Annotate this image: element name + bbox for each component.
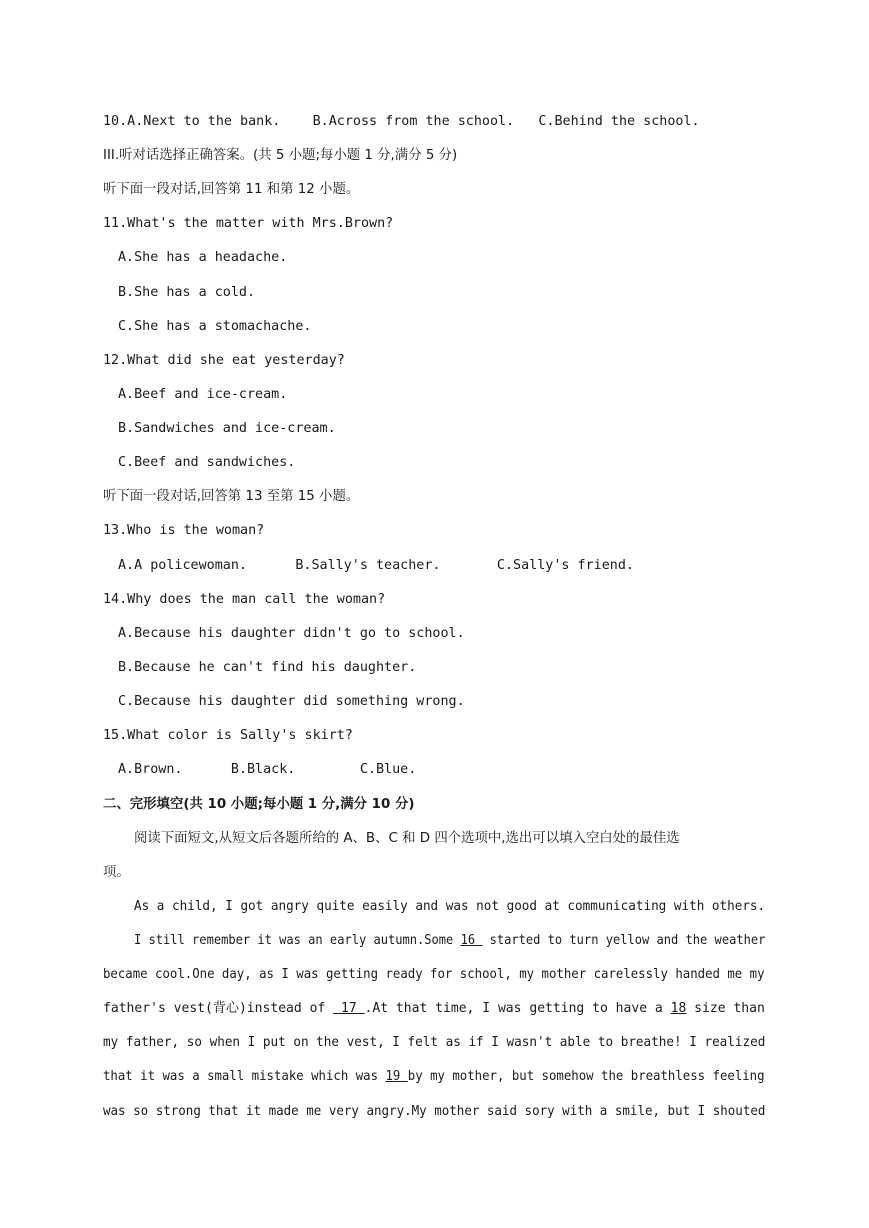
blank-16: 16 xyxy=(460,933,483,948)
cloze-instruction-line-2: 项。 xyxy=(103,865,130,880)
passage-text: size than xyxy=(686,1001,765,1016)
passage-line-5: my father, so when I put on the vest, I felt as if I wasn't able to breathe! I realized xyxy=(103,1035,766,1050)
blank-18: 18 xyxy=(670,1001,687,1016)
passage-text: by my mother, but somehow the breathless feeling xyxy=(407,1069,765,1084)
question-14-option-b: B.Because he can't find his daughter. xyxy=(118,660,417,675)
passage-line-4 xyxy=(103,999,765,1019)
section-3-title: III.听对话选择正确答案。(共 5 小题;每小题 1 分,满分 5 分) xyxy=(103,148,458,163)
passage-line-1: As a child, I got angry quite easily and was not good at communicating with others. xyxy=(134,899,766,914)
question-13-stem: 13.Who is the woman? xyxy=(103,523,265,538)
question-14-stem: 14.Why does the man call the woman? xyxy=(103,592,386,607)
question-10: 10.A.Next to the bank. B.Across from the school. C.Behind the school. xyxy=(103,114,700,129)
passage-text: I still remember it was an early autumn.Some xyxy=(134,933,461,948)
cloze-section-title: 二、完形填空(共 10 小题;每小题 1 分,满分 10 分) xyxy=(103,797,415,812)
passage-text: that it was a small mistake which was xyxy=(103,1069,386,1084)
blank-19: 19 xyxy=(385,1069,408,1084)
question-14-option-a: A.Because his daughter didn't go to school. xyxy=(118,626,465,641)
cloze-instruction-line-1: 阅读下面短文,从短文后各题所给的 A、B、C 和 D 四个选项中,选出可以填入空白处的最佳选 xyxy=(134,831,680,846)
question-11-option-c: C.She has a stomachache. xyxy=(118,319,312,334)
passage-line-6 xyxy=(103,1067,765,1087)
dialog-1-intro: 听下面一段对话,回答第 11 和第 12 小题。 xyxy=(103,182,360,197)
question-11-option-b: B.She has a cold. xyxy=(118,285,256,300)
question-11-option-a: A.She has a headache. xyxy=(118,250,288,265)
blank-17: 17 xyxy=(333,1001,365,1016)
passage-text: .At that time, I was getting to have a xyxy=(364,1001,671,1016)
question-11-stem: 11.What's the matter with Mrs.Brown? xyxy=(103,216,394,231)
question-15-options: A.Brown. B.Black. C.Blue. xyxy=(118,762,417,777)
passage-text: started to turn yellow and the weather xyxy=(482,933,766,948)
dialog-2-intro: 听下面一段对话,回答第 13 至第 15 小题。 xyxy=(103,489,360,504)
question-12-option-c: C.Beef and sandwiches. xyxy=(118,455,296,470)
question-12-stem: 12.What did she eat yesterday? xyxy=(103,353,345,368)
question-13-options: A.A policewoman. B.Sally's teacher. C.Sally's friend. xyxy=(118,558,634,573)
passage-text: father's vest(背心)instead of xyxy=(103,1001,334,1016)
passage-line-2 xyxy=(134,931,766,951)
passage-line-7: was so strong that it made me very angry.My mother said sory with a smile, but I shouted xyxy=(103,1104,766,1119)
question-12-option-a: A.Beef and ice-cream. xyxy=(118,387,288,402)
question-14-option-c: C.Because his daughter did something wrong. xyxy=(118,694,465,709)
question-15-stem: 15.What color is Sally's skirt? xyxy=(103,728,353,743)
question-12-option-b: B.Sandwiches and ice-cream. xyxy=(118,421,336,436)
passage-line-3: became cool.One day, as I was getting ready for school, my mother carelessly handed me my xyxy=(103,967,765,982)
